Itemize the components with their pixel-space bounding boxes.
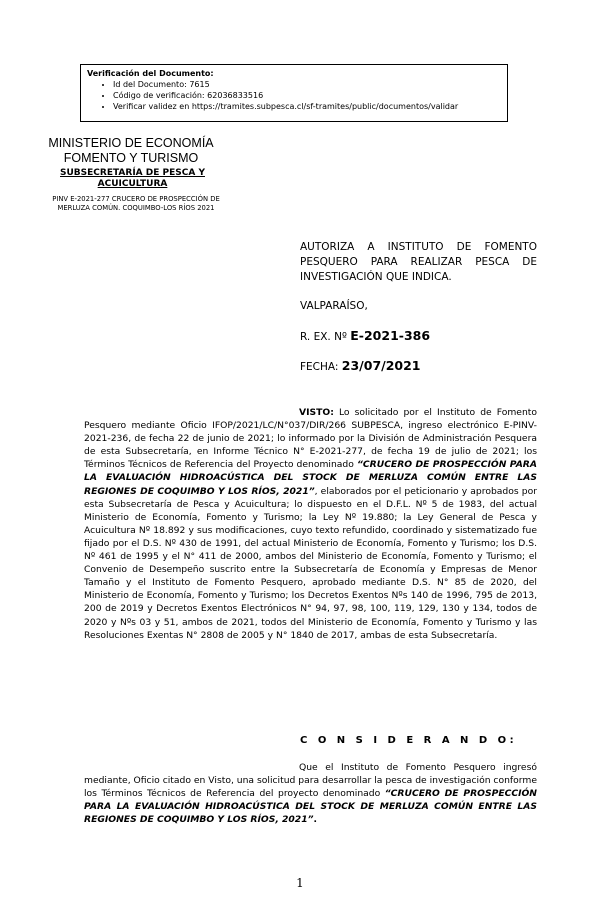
fecha-label: FECHA: <box>300 361 339 373</box>
subsecretaria-name: SUBSECRETARÍA DE PESCA Y ACUICULTURA <box>60 168 205 189</box>
visto-text-after: , elaborados por el peticionario y aprobados por esta Subsecretaría de Pesca y Acuicultura; lo dispuesto en el D.F.L. Nº 5 de 1983, del actual Ministerio de Economía, Fomento y Turismo; la Ley Nº 19.880; la Ley General de Pesca y Acuicultura Nº 18.892 y sus modificaciones, cuyo texto refundido, coordinado y sistematizado fue fijado por el D.S. Nº 430 de 1991, del actual Ministerio de Economía, Fomento y Turismo; los D.S. Nº 461 de 1995 y el N° 411 de 2000, ambos del Ministerio de Economía, Fomento y Turismo; el Convenio de Desempeño suscrito entre la Subsecretaría de Economía y Empresas de Menor Tamaño y el Instituto de Fomento Pesquero, aprobado mediante D.S. N° 85 de 2020, del Ministerio de Economía, Fomento y Turismo; los Decretos Exentos Nºs 140 de 1996, 795 de 2013, 200 de 2019 y Decretos Exentos Electrónicos N° 94, 97, 98, 100, 119, 129, 130 y 134, todos de 2020 y Nºs 03 y 51, ambos de 2021, todos del Ministerio de Economía, Fomento y Turismo y las Resoluciones Exentas N° 2808 de 2005 y N° 1840 de 2017, ambas de esta Subsecretaría. <box>84 485 537 641</box>
verification-box <box>80 64 508 122</box>
fecha-value: 23/07/2021 <box>341 358 421 373</box>
visto-paragraph <box>84 406 537 642</box>
page-number: 1 <box>296 876 304 890</box>
rex-value: E-2021-386 <box>350 328 431 343</box>
considerando-text-before: Que el Instituto de Fomento Pesquero ingresó mediante, Oficio citado en Visto, una solicitud para desarrollar la pesca de investigación conforme los Términos Técnicos de Referencia del proyecto denominado <box>84 762 538 800</box>
resolution-title: AUTORIZA A INSTITUTO DE FOMENTO PESQUERO PARA REALIZAR PESCA DE INVESTIGACIÓN QUE INDICA. <box>300 241 537 283</box>
resolution-date <box>300 358 421 373</box>
considerando-heading: C O N S I D E R A N D O: <box>300 735 518 746</box>
considerando-paragraph <box>84 761 537 826</box>
visto-text-before: Lo solicitado por el Instituto de Fomento Pesquero mediante Oficio IFOP/2021/LC/N°037/DIR/266 SUBPESCA, ingreso electrónico E-PINV-2021-236, de fecha 22 de junio de 2021; lo informado por la División de Administración Pesquera de esta Subsecretaría, en Informe Técnico N° E-2021-277, de fecha 19 de julio de 2021; los Términos Técnicos de Referencia del Proyecto denominado <box>84 407 537 471</box>
ministry-line-2: FOMENTO Y TURISMO <box>63 151 199 165</box>
resolution-number <box>300 328 430 343</box>
verification-url: • Verificar validez en https://tramites.subpesca.cl/sf-tramites/public/documentos/validar <box>113 101 501 112</box>
verification-code: • Código de verificación: 62036833516 <box>113 90 501 101</box>
visto-label: VISTO: <box>299 407 334 418</box>
ministry-name <box>36 136 226 166</box>
verification-document-id: • Id del Documento: 7615 <box>113 79 501 90</box>
place-label: VALPARAÍSO, <box>300 300 368 312</box>
considerando-project-title: “CRUCERO DE PROSPECCIÓN PARA LA EVALUACIÓN HIDROACÚSTICA DEL STOCK DE MERLUZA COMÚN ENTRE LAS REGIONES DE COQUIMBO Y LOS RÍOS, 2021” <box>84 788 537 826</box>
verification-list <box>87 79 501 112</box>
reference-code: PINV E-2021-277 CRUCERO DE PROSPECCIÓN DE MERLUZA COMÚN. COQUIMBO-LOS RÍOS 2021 <box>52 195 220 212</box>
visto-project-title: “CRUCERO DE PROSPECCIÓN PARA LA EVALUACIÓN HIDROACÚSTICA DEL STOCK DE MERLUZA COMÚN ENTRE LAS REGIONES DE COQUIMBO Y LOS RÍOS, 2021” <box>84 459 537 497</box>
considerando-text-after: . <box>313 814 317 826</box>
rex-label: R. EX. Nº <box>300 331 347 343</box>
ministry-line-1: MINISTERIO DE ECONOMÍA <box>48 136 214 150</box>
verification-title: Verificación del Documento: <box>87 69 214 78</box>
